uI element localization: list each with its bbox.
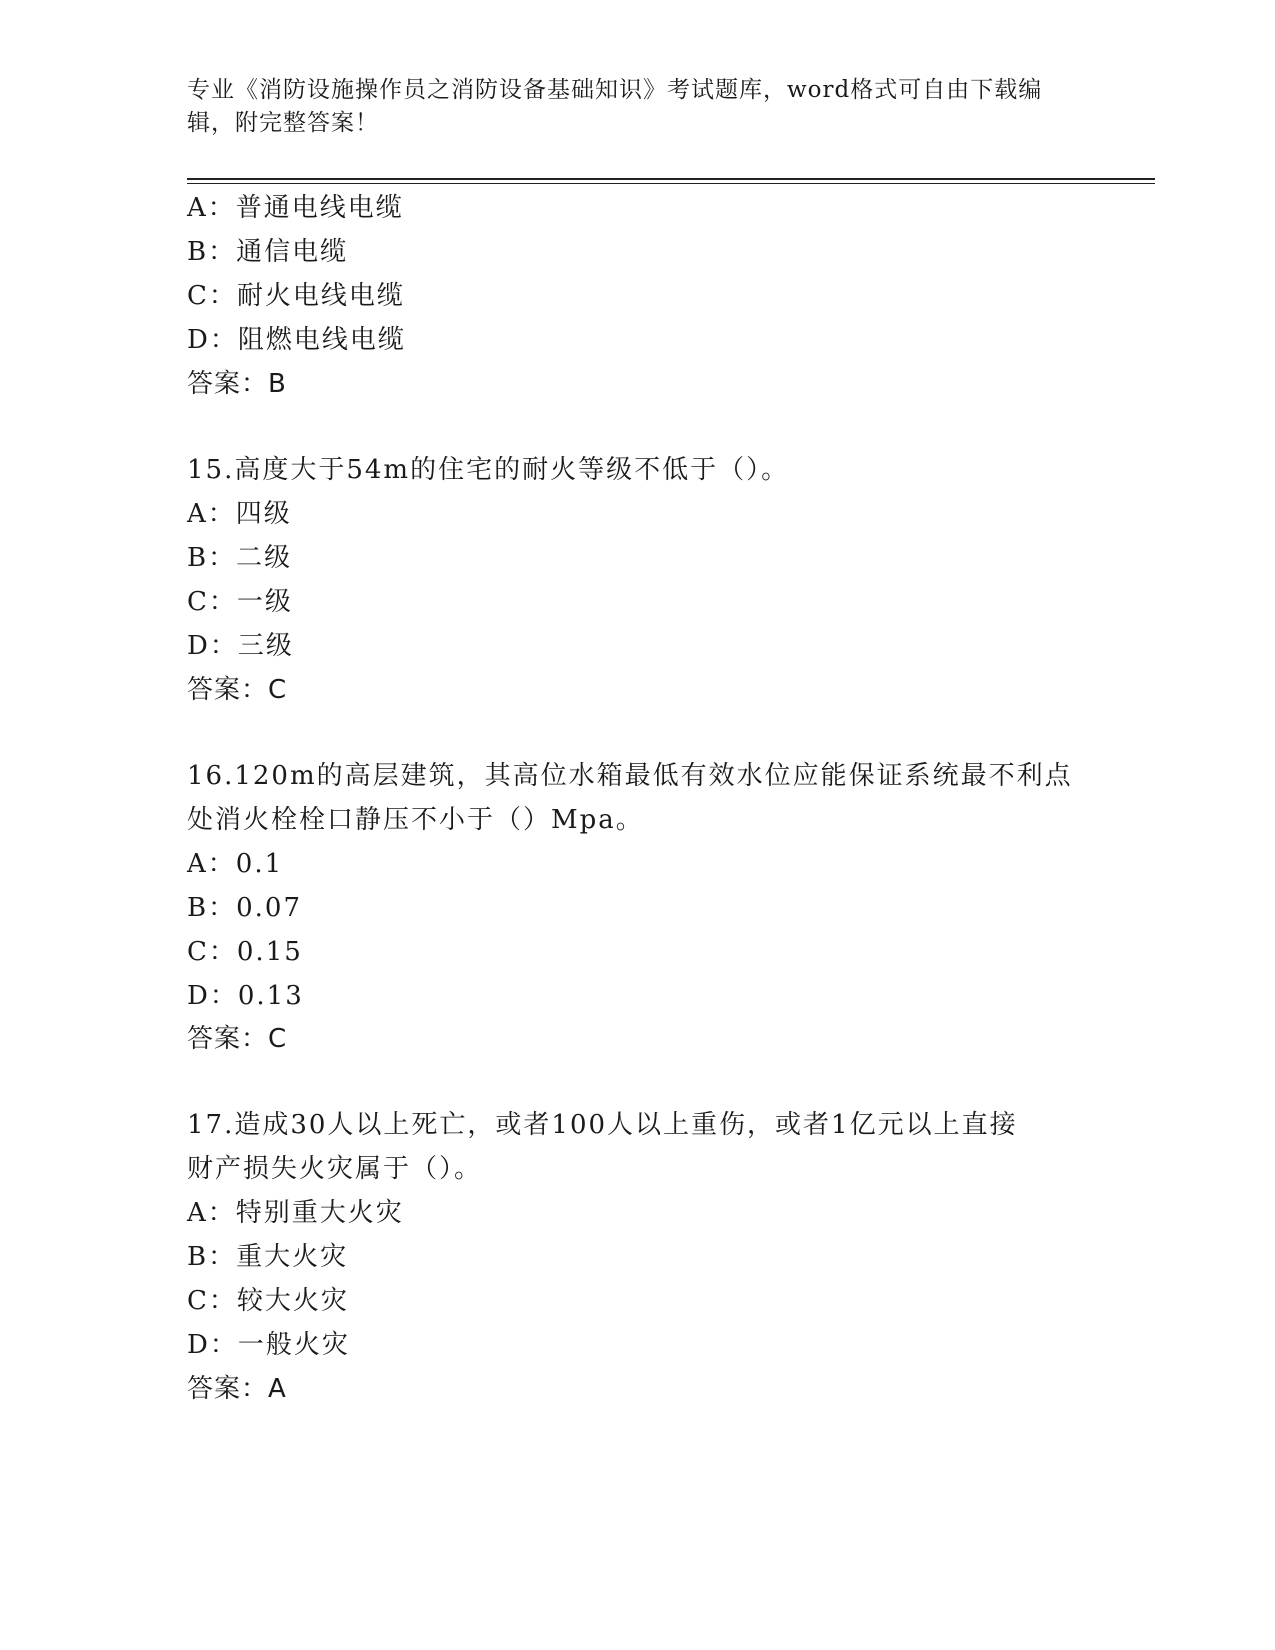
q15-option-c: C：一级: [187, 587, 293, 617]
header-divider-thick: [187, 178, 1155, 180]
q17-answer: 答案：A: [187, 1374, 287, 1404]
q15-answer: 答案：C: [187, 675, 288, 705]
q16-stem-line-2: 处消火栓栓口静压不小于（）Mpa。: [187, 805, 644, 835]
q17-option-b: B：重大火灾: [187, 1242, 349, 1272]
header-line-1: 专业《消防设施操作员之消防设备基础知识》考试题库，word格式可自由下载编: [187, 77, 1043, 103]
prev-option-d: D：阻燃电线电缆: [187, 325, 406, 355]
q16-option-b: B：0.07: [187, 893, 302, 923]
q17-option-c: C：较大火灾: [187, 1286, 349, 1316]
q15-option-d: D：三级: [187, 631, 294, 661]
q16-answer: 答案：C: [187, 1024, 288, 1054]
q17-stem-line-2: 财产损失火灾属于（）。: [187, 1154, 483, 1184]
prev-option-c: C：耐火电线电缆: [187, 281, 405, 311]
q17-stem-line-1: 17.造成30人以上死亡，或者100人以上重伤，或者1亿元以上直接: [187, 1110, 1018, 1140]
q16-option-c: C：0.15: [187, 937, 303, 967]
q15-stem-line-1: 15.高度大于54m的住宅的耐火等级不低于（）。: [187, 455, 790, 485]
q15-option-a: A：四级: [187, 499, 292, 529]
header-divider-thin: [187, 183, 1155, 184]
q16-option-d: D：0.13: [187, 981, 304, 1011]
document-header: [187, 74, 1087, 140]
q16-option-a: A：0.1: [187, 849, 284, 879]
header-line-2: 辑，附完整答案！: [187, 110, 379, 136]
prev-answer: 答案：B: [187, 369, 287, 399]
prev-option-b: B：通信电缆: [187, 237, 349, 267]
q15-option-b: B：二级: [187, 543, 293, 573]
q17-option-a: A：特别重大火灾: [187, 1198, 404, 1228]
prev-option-a: A：普通电线电缆: [187, 193, 404, 223]
q17-option-d: D：一般火灾: [187, 1330, 350, 1360]
q16-stem-line-1: 16.120m的高层建筑，其高位水箱最低有效水位应能保证系统最不利点: [187, 761, 1073, 791]
